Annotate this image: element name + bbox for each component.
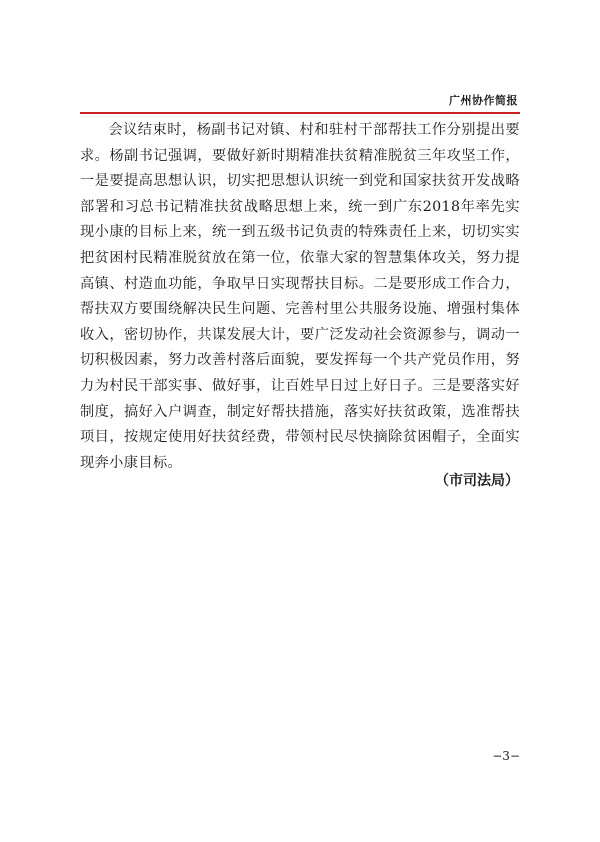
source-attribution: （市司法局） [435,473,519,489]
newsletter-title: 广州协作简报 [449,94,518,107]
page-number: −3− [492,749,520,763]
body-paragraph: 会议结束时，杨副书记对镇、村和驻村干部帮扶工作分别提出要求。杨副书记强调，要做好新时期精准扶贫精准脱贫三年攻坚工作，一是要提高思想认识，切实把思想认识统一到党和国家扶贫开发战略部署和习总书记精准扶贫战略思想上来，统一到广东2018年率先实现小康的目标上来，统一到五级书记负责的特殊责任上来，切切实实把贫困村民精准脱贫放在第一位，依靠大家的智慧集体攻关，努力提高镇、村造血功能，争取早日实现帮扶目标。二是要形成工作合力，帮扶双方要围绕解决民生问题、完善村里公共服务设施、增强村集体收入，密切协作，共谋发展大计，要广泛发动社会资源参与，调动一切积极因素，努力改善村落后面貌，要发挥每一个共产党员作用，努力为村民干部实事、做好事，让百姓早日过上好日子。三是要落实好制度，搞好入户调查，制定好帮扶措施，落实好扶贫政策，选准帮扶项目，按规定使用好扶贫经费，带领村民尽快摘除贫困帽子，全面实现奔小康目标。 [80,122,520,471]
header-divider [80,112,520,114]
